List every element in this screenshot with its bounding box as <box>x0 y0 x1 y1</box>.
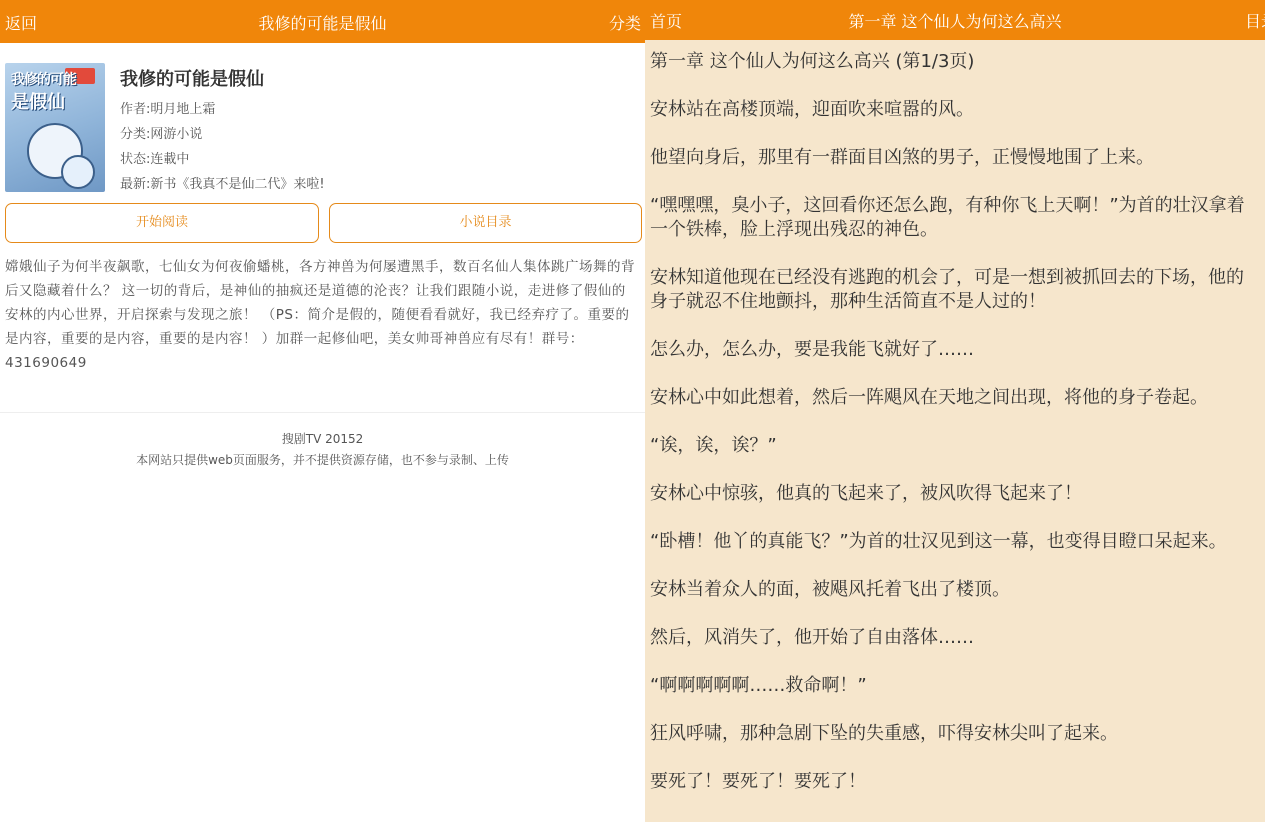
book-title: 我修的可能是假仙 <box>120 69 264 90</box>
start-reading-button[interactable]: 开始阅读 <box>5 203 319 243</box>
chapter-paragraph: 然后，风消失了，他开始了自由落体…… <box>650 627 974 648</box>
cover-title-line2: 是假仙 <box>11 92 65 113</box>
chapter-paragraph: “卧槽！他丫的真能飞？”为首的壮汉见到这一幕，也变得目瞪口呆起来。 <box>650 531 1227 552</box>
cover-character-small <box>61 155 95 189</box>
chapter-reader-panel <box>645 0 1277 822</box>
divider <box>0 412 645 413</box>
home-link[interactable]: 首页 <box>650 12 683 31</box>
reader-nav-bar <box>645 0 1277 40</box>
catalog-button[interactable]: 小说目录 <box>329 203 642 243</box>
chapter-paragraph: 安林站在高楼顶端，迎面吹来喧嚣的风。 <box>650 99 974 120</box>
page-title: 我修的可能是假仙 <box>258 14 387 33</box>
cover-title-line1: 我修的可能 <box>11 72 76 88</box>
footer-brand: 搜剧TV 20152 <box>281 432 364 446</box>
chapter-paragraph: 安林知道他现在已经没有逃跑的机会了，可是一想到被抓回去的下场，他的身子就忍不住地颤抖，那种生活简直不是人过的！ <box>650 267 1244 312</box>
book-genre: 分类:网游小说 <box>120 127 203 142</box>
chapter-content <box>650 50 1255 818</box>
chapter-paragraph: 安林当着众人的面，被飓风托着飞出了楼顶。 <box>650 579 1010 600</box>
book-status: 状态:连載中 <box>120 152 190 167</box>
chapter-paragraph: 要死了！要死了！要死了！ <box>650 771 866 792</box>
chapter-paragraph: “嘿嘿嘿，臭小子，这回看你还怎么跑，有种你飞上天啊！”为首的壮汉拿着一个铁棒，脸上浮现出残忍的神色。 <box>650 195 1245 240</box>
book-cover-image <box>5 63 105 192</box>
chapter-paragraph: 安林心中如此想着，然后一阵飓风在天地之间出现，将他的身子卷起。 <box>650 387 1208 408</box>
book-description: 嫦娥仙子为何半夜飙歌，七仙女为何夜偷蟠桃，各方神兽为何屡遭黑手，数百名仙人集体跳广场舞的背后又隐藏着什么？ 这一切的背后，是神仙的抽疯还是道德的沦丧？让我们跟随小说，走进修了假仙的安林的内心世界，开启探索与发现之旅！ （PS：简介是假的，随便看看就好，我已经弃疗了。重要的是内容，重要的是内容，重要的是内容！ ）加群一起修仙吧，美女帅哥神兽应有尽有！群号：431690649 <box>5 259 635 371</box>
top-nav-bar <box>0 0 645 43</box>
chapter-paragraph: “诶，诶，诶？” <box>650 435 777 456</box>
book-latest[interactable]: 最新:新书《我真不是仙二代》来啦! <box>120 177 325 192</box>
back-link[interactable]: 返回 <box>5 14 38 33</box>
chapter-paragraph: 第一章 这个仙人为何这么高兴 (第1/3页) <box>650 51 975 72</box>
category-link[interactable]: 分类 <box>608 14 641 33</box>
chapter-paragraph: 他望向身后，那里有一群面目凶煞的男子，正慢慢地围了上来。 <box>650 147 1154 168</box>
book-author: 作者:明月地上霜 <box>120 102 216 117</box>
chapter-paragraph: 安林心中惊骇，他真的飞起来了，被风吹得飞起来了！ <box>650 483 1082 504</box>
footer-disclaimer: 本网站只提供web页面服务，并不提供资源存储，也不参与录制、上传 <box>136 453 509 467</box>
chapter-paragraph: 狂风呼啸，那种急剧下坠的失重感，吓得安林尖叫了起来。 <box>650 723 1118 744</box>
chapter-paragraph: “啊啊啊啊啊……救命啊！” <box>650 675 867 696</box>
toc-link[interactable]: 目录 <box>1244 12 1277 31</box>
chapter-title: 第一章 这个仙人为何这么高兴 <box>848 12 1062 31</box>
chapter-paragraph: 怎么办，怎么办，要是我能飞就好了…… <box>650 339 974 360</box>
